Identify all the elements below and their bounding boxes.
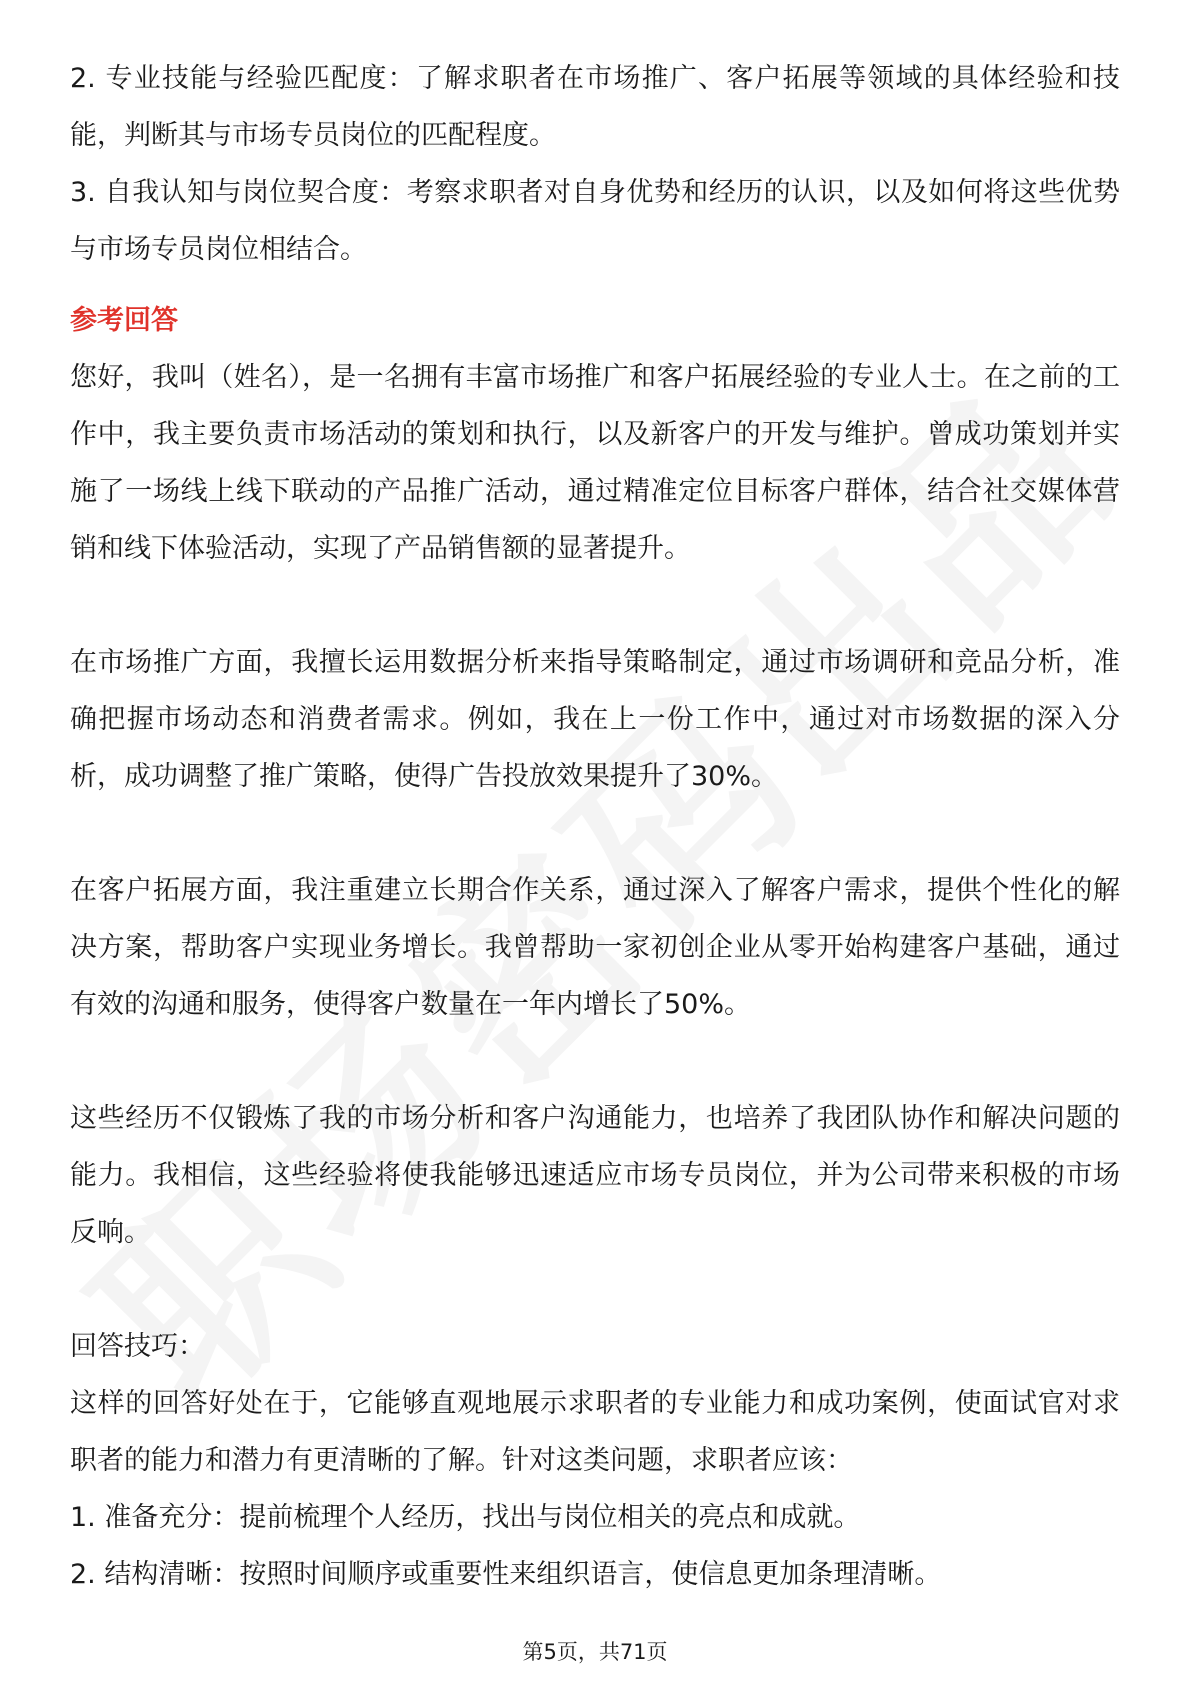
list-item-skill-match: 2. 专业技能与经验匹配度：了解求职者在市场推广、客户拓展等领域的具体经验和技能，判断其与市场专员岗位的匹配程度。 [70,63,1120,151]
paragraph-spacer [70,577,1120,634]
paragraph-spacer [70,805,1120,862]
tips-paragraph: 这样的回答好处在于，它能够直观地展示求职者的专业能力和成功案例，使面试官对求职者的能力和潜力有更清晰的了解。针对这类问题，求职者应该： [70,1388,1120,1476]
list-item-self-awareness: 3. 自我认知与岗位契合度：考察求职者对自身优势和经历的认识，以及如何将这些优势与市场专员岗位相结合。 [70,177,1120,265]
tip-item-preparation: 1. 准备充分：提前梳理个人经历，找出与岗位相关的亮点和成就。 [70,1502,861,1533]
answer-paragraph-clients: 在客户拓展方面，我注重建立长期合作关系，通过深入了解客户需求，提供个性化的解决方案，帮助客户实现业务增长。我曾帮助一家初创企业从零开始构建客户基础，通过有效的沟通和服务，使得客户数量在一年内增长了50%。 [70,875,1120,1020]
tip-item-structure: 2. 结构清晰：按照时间顺序或重要性来组织语言，使信息更加条理清晰。 [70,1559,942,1590]
section-heading-reference-answer: 参考回答 [70,305,178,336]
answer-paragraph-summary: 这些经历不仅锻炼了我的市场分析和客户沟通能力，也培养了我团队协作和解决问题的能力。我相信，这些经验将使我能够迅速适应市场专员岗位，并为公司带来积极的市场反响。 [70,1103,1120,1248]
page-number: 第5页，共71页 [522,1640,668,1664]
document-body [70,50,1120,1603]
paragraph-spacer [70,1261,1120,1318]
tips-title: 回答技巧： [70,1331,205,1362]
answer-paragraph-intro: 您好，我叫（姓名），是一名拥有丰富市场推广和客户拓展经验的专业人士。在之前的工作中，我主要负责市场活动的策划和执行，以及新客户的开发与维护。曾成功策划并实施了一场线上线下联动的产品推广活动，通过精准定位目标客户群体，结合社交媒体营销和线下体验活动，实现了产品销售额的显著提升。 [70,362,1120,564]
answer-paragraph-marketing: 在市场推广方面，我擅长运用数据分析来指导策略制定，通过市场调研和竞品分析，准确把握市场动态和消费者需求。例如，我在上一份工作中，通过对市场数据的深入分析，成功调整了推广策略，使得广告投放效果提升了30%。 [70,647,1120,792]
paragraph-spacer [70,1033,1120,1090]
